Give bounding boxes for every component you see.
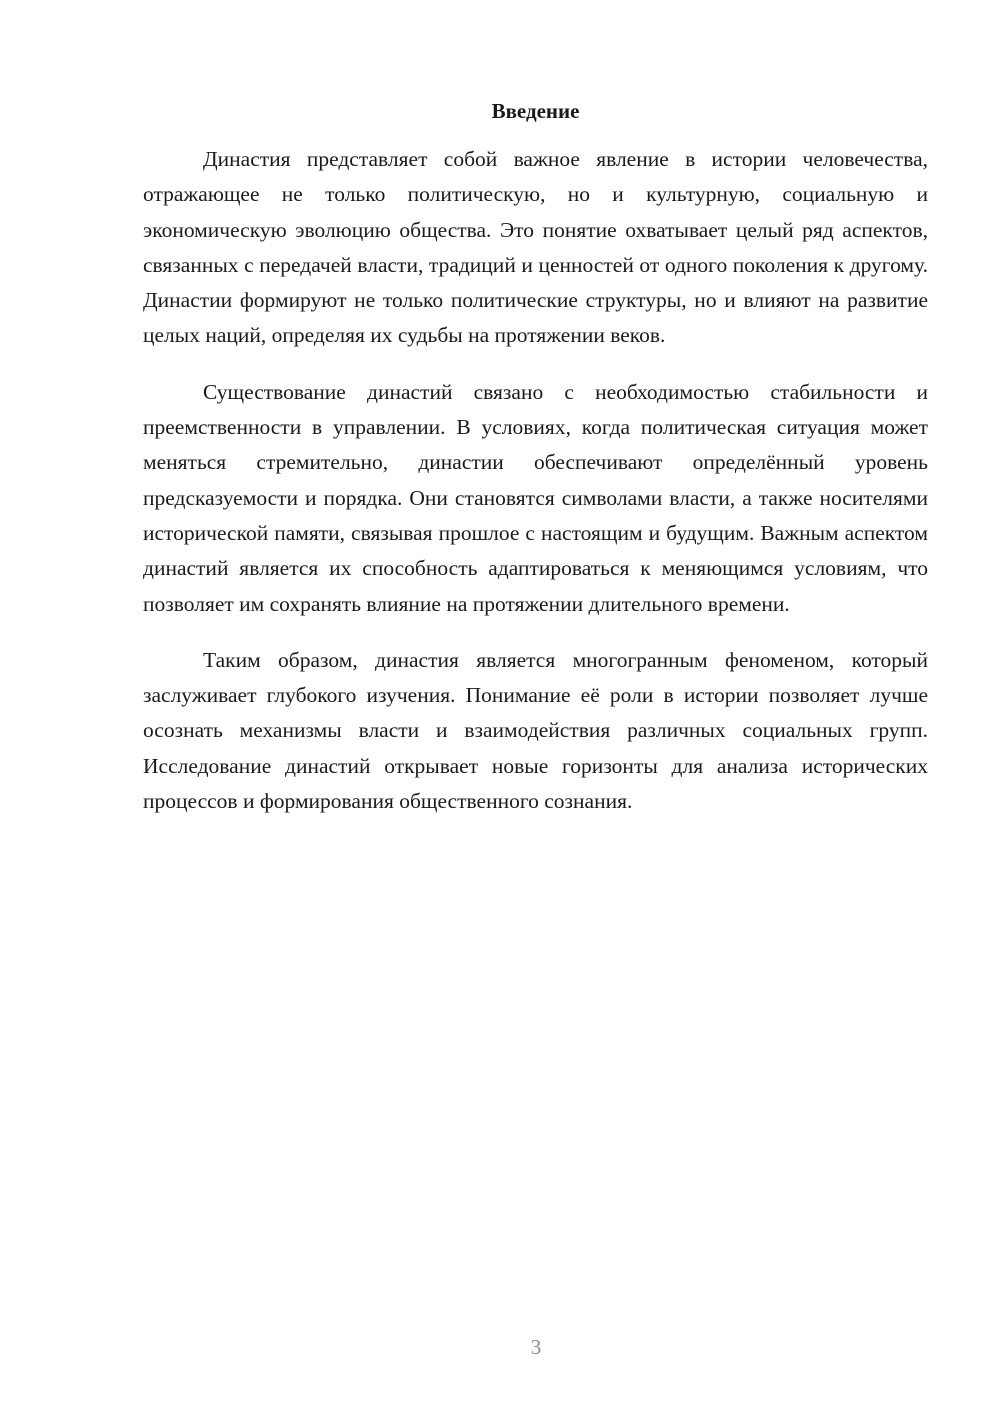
page-content: [143, 97, 928, 840]
paragraph-2: Существование династий связано с необходимостью стабильности и преемственности в управлении. В условиях, когда политическая ситуация может меняться стремительно, династии обеспечивают определённый уровень предсказуемости и порядка. Они становятся символами власти, а также носителями исторической памяти, связывая прошлое с настоящим и будущим. Важным аспектом династий является их способность адаптироваться к меняющимся условиям, что позволяет им сохранять влияние на протяжении длительного времени.: [143, 379, 928, 616]
paragraph-3: Таким образом, династия является многогранным феноменом, который заслуживает глубокого изучения. Понимание её роли в истории позволяет лучше осознать механизмы власти и взаимодействия различных социальных групп. Исследование династий открывает новые горизонты для анализа исторических процессов и формирования общественного сознания.: [143, 647, 928, 814]
section-title: Введение: [491, 99, 580, 123]
page-number: 3: [530, 1335, 542, 1359]
paragraph-1: Династия представляет собой важное явление в истории человечества, отражающее не только политическую, но и культурную, социальную и экономическую эволюцию общества. Это понятие охватывает целый ряд аспектов, связанных с передачей власти, традиций и ценностей от одного поколения к другому. Династии формируют не только политические структуры, но и влияют на развитие целых наций, определяя их судьбы на протяжении веков.: [143, 147, 928, 348]
